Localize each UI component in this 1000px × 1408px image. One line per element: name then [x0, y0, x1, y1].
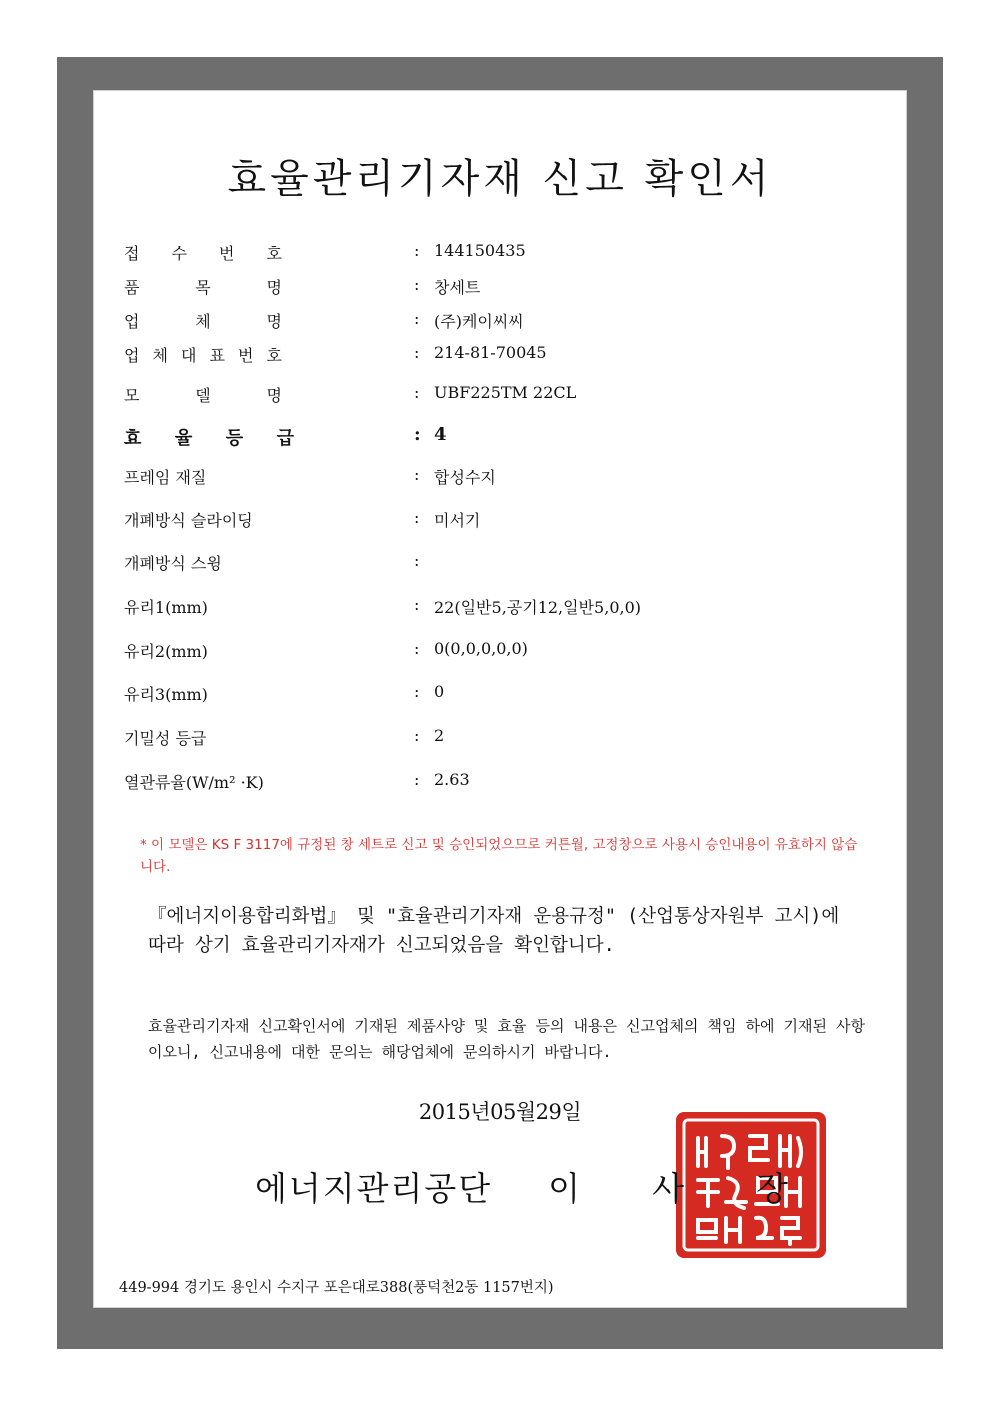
field-row-opening-sliding	[124, 508, 884, 534]
field-value: 214-81-70045	[434, 343, 547, 362]
field-value: 합성수지	[434, 468, 496, 487]
field-label-char: 명	[266, 386, 282, 405]
field-label-char: 대	[181, 346, 197, 365]
field-label-char: 업	[124, 346, 140, 365]
field-label-char: 급	[276, 428, 294, 449]
field-label	[124, 383, 282, 406]
field-label-char: 율	[174, 428, 193, 449]
document-title: 효율관리기자재 신고 확인서	[227, 155, 773, 202]
field-label: 유리2(mm)	[124, 642, 208, 661]
field-row-frame-material	[124, 465, 884, 491]
field-row-item-name	[124, 275, 884, 301]
field-value: 22(일반5,공기12,일반5,0,0)	[434, 598, 642, 617]
field-label	[124, 309, 282, 332]
field-label	[124, 275, 282, 298]
field-colon: :	[414, 770, 420, 789]
field-row-receipt-number	[124, 241, 884, 267]
field-colon: :	[414, 551, 420, 570]
field-value: UBF225TM 22CL	[434, 383, 577, 402]
field-row-airtightness	[124, 726, 884, 752]
field-label-char: 번	[238, 346, 254, 365]
field-label-char: 등	[225, 428, 244, 449]
field-colon: :	[414, 383, 420, 402]
field-label	[124, 424, 294, 450]
field-value: 144150435	[434, 241, 526, 260]
field-row-opening-swing	[124, 551, 884, 577]
field-label-char: 명	[266, 312, 282, 331]
field-value: 0	[434, 682, 445, 701]
field-row-glass-1	[124, 595, 884, 621]
issuer-title-char: 장	[756, 1169, 791, 1208]
field-label-char: 체	[195, 312, 211, 331]
issuer-title-char: 이	[548, 1169, 583, 1208]
field-label: 프레임 재질	[124, 468, 207, 487]
field-label-char: 호	[266, 346, 282, 365]
field-value: 2	[434, 726, 445, 745]
field-label-char: 수	[171, 244, 187, 263]
field-row-company-name	[124, 309, 884, 335]
field-label: 개폐방식 스윙	[124, 554, 222, 573]
field-row-efficiency-grade	[124, 424, 884, 450]
field-value: 2.63	[434, 770, 470, 789]
issuer-address: 449-994 경기도 용인시 수지구 포은대로388(풍덕천2동 1157번지)	[119, 1280, 554, 1296]
field-row-glass-2	[124, 639, 884, 665]
field-colon: :	[414, 241, 420, 260]
field-label-char: 업	[124, 312, 140, 331]
field-value: 0(0,0,0,0,0)	[434, 639, 528, 658]
field-row-glass-3	[124, 682, 884, 708]
issuer-title-char: 사	[652, 1169, 687, 1208]
field-colon: :	[414, 682, 420, 701]
responsibility-statement: 효율관리기자재 신고확인서에 기재된 제품사양 및 효율 등의 내용은 신고업체의 책임 하에 기재된 사항이오니, 신고내용에 대한 문의는 해당업체에 문의하시기 바랍니다.	[148, 1017, 865, 1061]
field-value: 창세트	[434, 278, 481, 297]
field-row-thermal-transmittance	[124, 770, 884, 796]
field-label	[124, 241, 282, 264]
field-label-char: 모	[124, 386, 140, 405]
issue-date: 2015년05월29일	[418, 1100, 582, 1124]
field-label-char: 명	[266, 278, 282, 297]
field-colon: :	[414, 508, 420, 527]
field-label-char: 번	[219, 244, 235, 263]
field-label-char: 목	[195, 278, 211, 297]
field-value: 4	[434, 424, 447, 445]
field-colon: :	[414, 343, 420, 362]
field-colon: :	[414, 465, 420, 484]
field-label: 유리3(mm)	[124, 685, 208, 704]
field-label-char: 델	[195, 386, 211, 405]
field-label: 개폐방식 슬라이딩	[124, 511, 253, 530]
field-label-char: 표	[209, 346, 225, 365]
field-row-company-number	[124, 343, 884, 369]
issuer	[255, 1163, 860, 1210]
field-value: 미서기	[434, 511, 481, 530]
issuer-organization: 에너지관리공단	[255, 1169, 493, 1208]
field-colon: :	[414, 595, 420, 614]
field-label: 열관류율(W/m² ·K)	[124, 773, 264, 792]
field-label: 유리1(mm)	[124, 598, 208, 617]
field-label: 기밀성 등급	[124, 729, 207, 748]
field-label-char: 효	[124, 428, 142, 449]
field-colon: :	[414, 424, 421, 445]
field-colon: :	[414, 275, 420, 294]
field-label-char: 접	[124, 244, 140, 263]
confirmation-statement: 『에너지이용합리화법』 및 "효율관리기자재 운용규정" (산업통상자원부 고시)에 따라 상기 효율관리기자재가 신고되었음을 확인합니다.	[148, 906, 840, 956]
notice-text: * 이 모델은 KS F 3117에 규정된 창 세트로 신고 및 승인되었으므로 커튼월, 고정창으로 사용시 승인내용이 유효하지 않습니다.	[140, 837, 858, 875]
field-colon: :	[414, 639, 420, 658]
field-colon: :	[414, 309, 420, 328]
field-label-char: 호	[266, 244, 282, 263]
field-label	[124, 343, 282, 366]
field-label-char: 체	[152, 346, 168, 365]
field-colon: :	[414, 726, 420, 745]
field-row-model-name	[124, 383, 884, 409]
field-value: (주)케이씨씨	[434, 312, 524, 331]
field-label-char: 품	[124, 278, 140, 297]
